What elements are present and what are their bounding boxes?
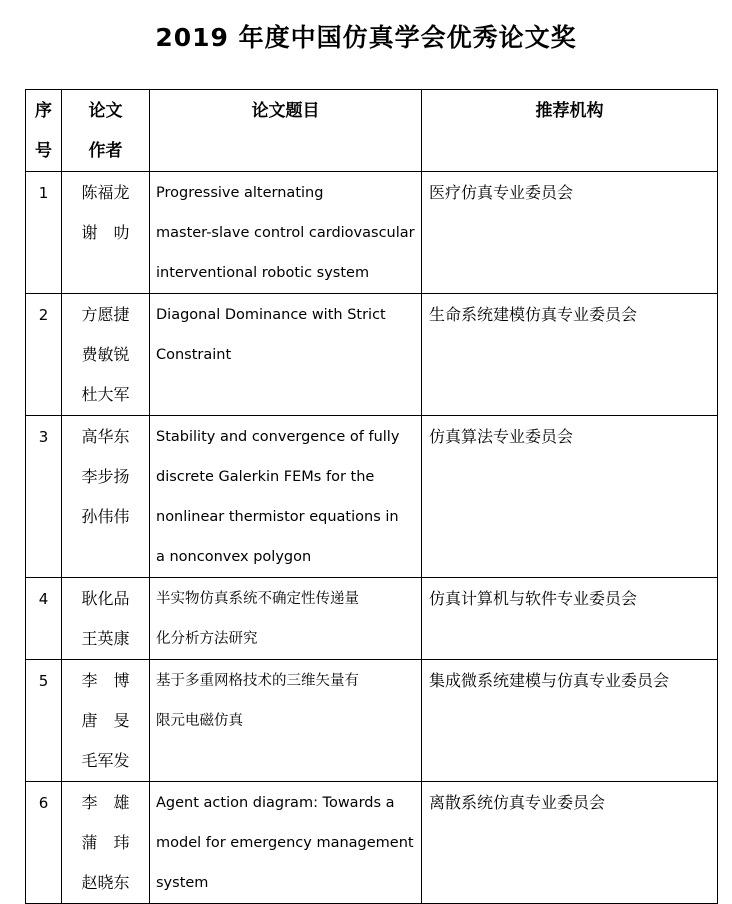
author-name: 李步扬 bbox=[81, 467, 130, 486]
author-name: 王英康 bbox=[81, 629, 130, 648]
paper-title-line: Stability and convergence of fully bbox=[156, 429, 400, 445]
paper-title-line: 基于多重网格技术的三维矢量有 bbox=[156, 673, 359, 689]
recommending-org: 医疗仿真专业委员会 bbox=[422, 172, 718, 294]
award-table bbox=[25, 89, 718, 904]
author-name: 蒲 玮 bbox=[81, 833, 130, 852]
header-recommending-org: 推荐机构 bbox=[422, 90, 718, 172]
serial-number: 6 bbox=[26, 782, 62, 904]
paper-title-line: Progressive alternating bbox=[156, 185, 324, 201]
table-row bbox=[26, 578, 718, 660]
table-header-row bbox=[26, 90, 718, 172]
paper-title-line: system bbox=[156, 875, 209, 891]
paper-title-cell bbox=[150, 660, 422, 782]
recommending-org: 生命系统建模仿真专业委员会 bbox=[422, 294, 718, 416]
paper-title-line: 限元电磁仿真 bbox=[156, 713, 243, 729]
paper-title-line: model for emergency management bbox=[156, 835, 414, 851]
authors-cell bbox=[62, 294, 150, 416]
table-row bbox=[26, 416, 718, 578]
paper-title-cell bbox=[150, 782, 422, 904]
authors-cell bbox=[62, 782, 150, 904]
author-name: 李 雄 bbox=[81, 793, 130, 812]
author-name: 毛军发 bbox=[81, 751, 130, 770]
header-paper-title: 论文题目 bbox=[150, 90, 422, 172]
recommending-org: 仿真算法专业委员会 bbox=[422, 416, 718, 578]
author-name: 陈福龙 bbox=[81, 183, 130, 202]
author-name: 孙伟伟 bbox=[81, 507, 130, 526]
serial-number: 3 bbox=[26, 416, 62, 578]
paper-title-line: discrete Galerkin FEMs for the bbox=[156, 469, 375, 485]
author-name: 谢 叻 bbox=[81, 223, 130, 242]
paper-title-line: interventional robotic system bbox=[156, 265, 370, 281]
serial-number: 1 bbox=[26, 172, 62, 294]
author-name: 唐 旻 bbox=[81, 711, 130, 730]
author-name: 费敏锐 bbox=[81, 345, 130, 364]
header-author: 论文 作者 bbox=[62, 90, 150, 172]
paper-title-line: 化分析方法研究 bbox=[156, 631, 258, 647]
authors-cell bbox=[62, 172, 150, 294]
serial-number: 5 bbox=[26, 660, 62, 782]
author-name: 耿化品 bbox=[81, 589, 130, 608]
recommending-org: 离散系统仿真专业委员会 bbox=[422, 782, 718, 904]
serial-number: 2 bbox=[26, 294, 62, 416]
table-row bbox=[26, 782, 718, 904]
authors-cell bbox=[62, 416, 150, 578]
author-name: 李 博 bbox=[81, 671, 130, 690]
page-title: 2019 年度中国仿真学会优秀论文奖 bbox=[155, 23, 577, 52]
author-name: 高华东 bbox=[81, 427, 130, 446]
paper-title-line: master-slave control cardiovascular bbox=[156, 225, 415, 241]
author-name: 方愿捷 bbox=[81, 305, 130, 324]
paper-title-cell bbox=[150, 294, 422, 416]
authors-cell bbox=[62, 578, 150, 660]
table-row bbox=[26, 172, 718, 294]
paper-title-cell bbox=[150, 172, 422, 294]
recommending-org: 仿真计算机与软件专业委员会 bbox=[422, 578, 718, 660]
paper-title-line: Diagonal Dominance with Strict bbox=[156, 307, 386, 323]
paper-title-line: Agent action diagram: Towards a bbox=[156, 795, 395, 811]
table-row bbox=[26, 660, 718, 782]
paper-title-cell bbox=[150, 416, 422, 578]
paper-title-line: nonlinear thermistor equations in bbox=[156, 509, 399, 525]
paper-title-line: Constraint bbox=[156, 347, 232, 363]
paper-title-cell bbox=[150, 578, 422, 660]
serial-number: 4 bbox=[26, 578, 62, 660]
paper-title-line: a nonconvex polygon bbox=[156, 549, 312, 565]
recommending-org: 集成微系统建模与仿真专业委员会 bbox=[422, 660, 718, 782]
author-name: 杜大军 bbox=[81, 385, 130, 404]
author-name: 赵晓东 bbox=[81, 873, 130, 892]
table-row bbox=[26, 294, 718, 416]
header-serial-number: 序 号 bbox=[26, 90, 62, 172]
paper-title-line: 半实物仿真系统不确定性传递量 bbox=[156, 591, 359, 607]
authors-cell bbox=[62, 660, 150, 782]
